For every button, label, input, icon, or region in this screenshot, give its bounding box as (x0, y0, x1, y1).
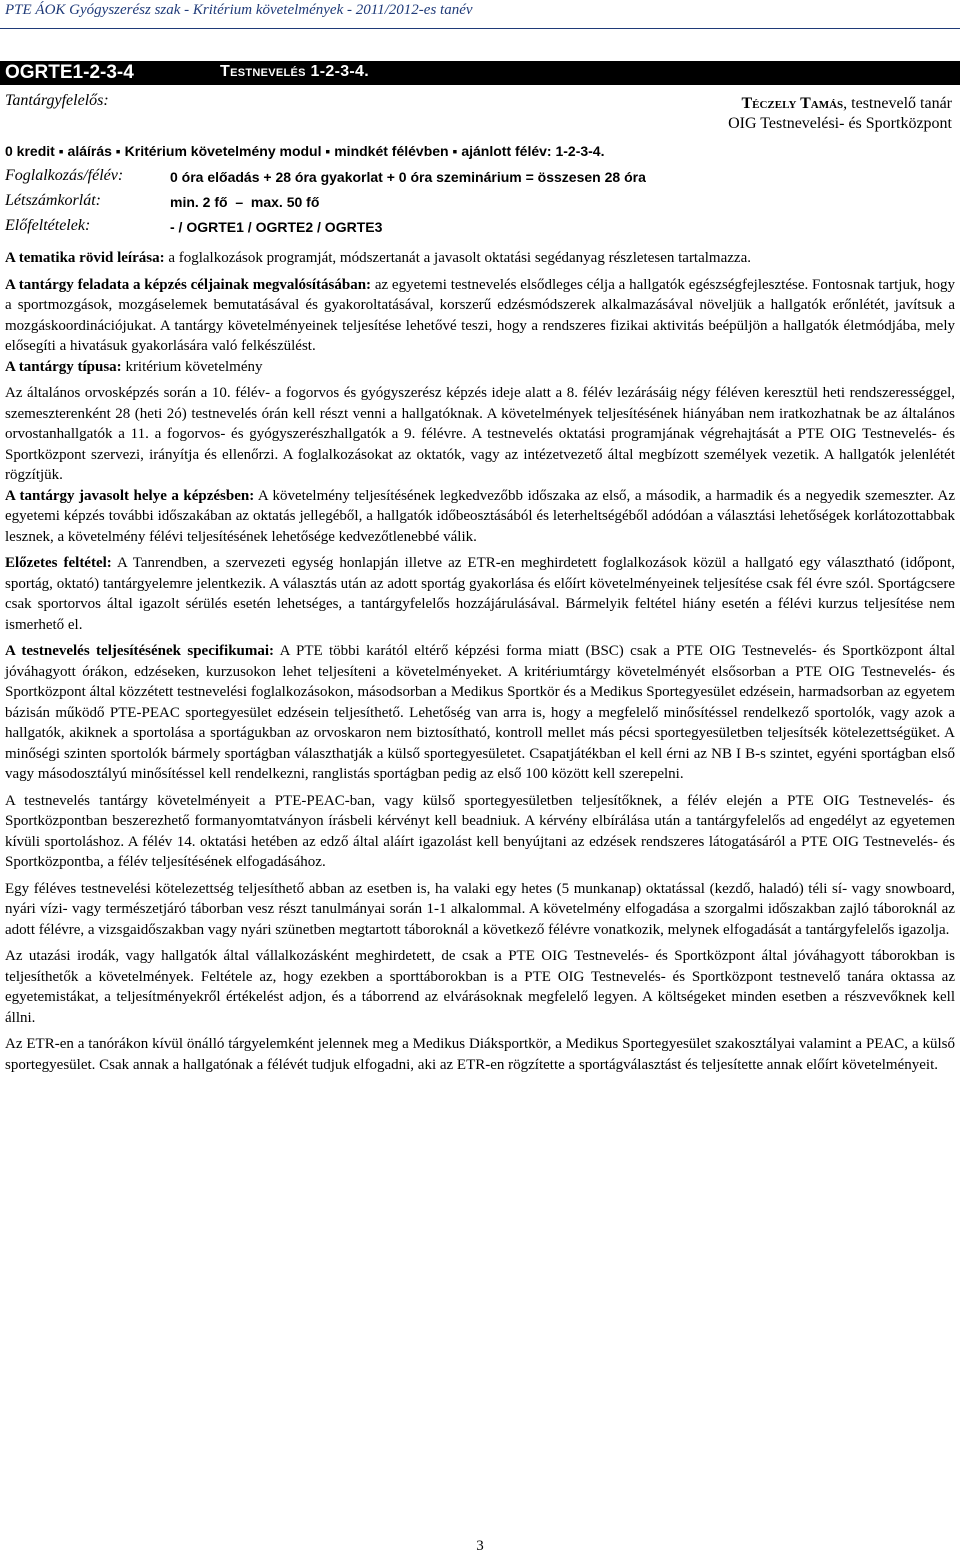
responsible-name: Téczely Tamás (741, 95, 844, 112)
capacity-label: Létszámkorlát: (5, 192, 101, 209)
paragraph-precondition (5, 553, 955, 635)
paragraph-lead: A tantárgy feladata a képzés céljainak megvalósításában: (5, 276, 372, 293)
course-code: OGRTE1-2-3-4 (5, 62, 134, 83)
hours-value: 0 óra előadás + 28 óra gyakorlat + 0 óra szeminárium = összesen 28 óra (170, 169, 646, 185)
page-number: 3 (476, 1538, 484, 1554)
paragraph-text: A PTE többi karától eltérő képzési forma miatt (BSC) csak a PTE OIG Testnevelés- és Sportközpont által jóváhagyott órákon, edzéseken, kurzusokon lehet teljesíteni a követelményeket. A kritériumtárgy követelményét elsősorban a PTE OIG Testnevelés- és Sportközpont által közzétett testnevelési foglalkozásokon, másodsorban a Medikus Sportkör és a Medikus Sportegyesület edzésein, harmadsorban az egyetem bázisán működő PTE-PEAC sportegyesület edzésein teljesíthető. Lehetőség van arra is, hogy a megfelelő minősítéssel rendelkező sportolók, vagy azok a hallgatók, akiknek a sportolása a sportágukban az orvoskaron nem biztosítható, kontroll mellet más pécsi sportegyesületben teljesítsék kötelezettségüket. A minőségi szinten sportolók bármely sportágban választhatják a külső sportegyesületet. Csapatjátékban el kell érni az NB I B-s szintet, egyéni sportágban első vagy másodosztályú minősítéssel kell rendelkezni, ranglistás sportágban pedig az első 100 között kell szerepelni. (5, 643, 955, 782)
responsible-label: Tantárgyfelelős: (5, 92, 109, 109)
course-title-bar (0, 61, 960, 85)
capacity-value: min. 2 fő – max. 50 fő (170, 194, 320, 210)
prereq-value: - / OGRTE1 / OGRTE2 / OGRTE3 (170, 219, 383, 235)
paragraph-lead: A tantárgy típusa: (5, 358, 122, 375)
prereq-label: Előfeltételek: (5, 217, 91, 234)
course-description (5, 248, 955, 1075)
paragraph-text: az egyetemi testnevelés elsődleges célja a hallgatók egészségfejlesztése. Fontosnak tartjuk, hogy a sportmozgások, mozgáselemek bemutatásával és gyakoroltatásával, korszerű edzésmódszerek alkalmazásával növeljük a hallgatók erőnlétét, javítsuk a mozgáskoordinációjukat. A tantárgy követelményeinek teljesítése lehetővé teszi, hogy a rendszeres fizikai aktivitás beépüljön a hallgatók életmódjába, mely elősegíti a hivatásuk gyakorlására való felkészülést. (5, 276, 955, 354)
header-rule (0, 28, 960, 29)
responsible-unit: OIG Testnevelési- és Sportközpont (728, 115, 952, 132)
paragraph-type (5, 357, 955, 378)
paragraph-schedule: Az általános orvosképzés során a 10. félév- a fogorvos és gyógyszerész képzés ideje alatt a 8. félév lezárásáig négy féléven keresztül heti rendszerességgel, szemeszterenként 28 (heti 2ó) testnevelés órán kell részt venni a hallgatóknak. A követelmények teljesítésének hiányában nem iratkozhatnak be az általános orvostanhallgatók a 11. a fogorvos- és gyógyszerészhallgatók a 9. félévre. A testnevelés oktatási programjának végrehajtását a PTE OIG Testnevelés- és Sportközpont szervezi, irányítja és ellenőrzi. A foglalkozásokat az oktatók, vagy az intézetvezető által megbízott személyek vezetik. A hallgatók jelenlétét rögzítjük. (5, 385, 955, 483)
paragraph-text: A követelmény teljesítésének legkedvezőbb időszaka az első, a második, a harmadik és a negyedik szemeszter. Az egyetemi képzés további időszakában az oktatás jellegéből, a hallgatók időbeosztásából és leterheltségéből adódóan a választási lehetőségek korlátozottabbak lesznek, a követelmény félévi teljesítésének lehetősége kedvezőtlenebbé válik. (5, 487, 955, 545)
paragraph-external-clubs: A testnevelés tantárgy követelményeit a PTE-PEAC-ban, vagy külső sportegyesületben teljesítőknek, a félév elején a PTE OIG Testnevelés- és Sportközpontban beszerezhető formanyomtatványon írásbeli kérvényt kell beadniuk. A kérvény elbírálása után a tantárgyfelelős ad engedélyt az egyetemen kívüli sportoláshoz. A félév 14. oktatási hetében az edző által aláírt igazolást kell benyújtani az edzések rendszeres látogatásáról a PTE OIG Testnevelés- és Sportközpontba, a félév teljesítésének elfogadásához. (5, 792, 955, 870)
paragraph-etr: Az ETR-en a tanórákon kívül önálló tárgyelemként jelennek meg a Medikus Diáksportkör, a Medikus Sportegyesület szakosztályai valamint a PEAC, a külső sportegyesület. Csak annak a hallgatónak a félévét tudjuk elfogadni, aki az ETR-en rögzítette a sportágválasztást és teljesítette annak előírt követelményeit. (5, 1036, 955, 1073)
course-name: Testnevelés 1-2-3-4. (220, 63, 369, 80)
paragraph-lead: A testnevelés teljesítésének specifikumai: (5, 643, 275, 659)
hours-label: Foglalkozás/félév: (5, 167, 124, 184)
paragraph-specifics (5, 641, 955, 785)
paragraph-lead: A tematika rövid leírása: (5, 250, 165, 266)
summary-line: 0 kredit ▪ aláírás ▪ Kritérium követelmény modul ▪ mindkét félévben ▪ ajánlott félév: 1-2-3-4. (5, 143, 605, 159)
responsible-block (728, 94, 952, 134)
paragraph-travel-agencies: Az utazási irodák, vagy hallgatók által vállalkozásként meghirdetett, de csak a PTE OIG Testnevelés- és Sportközpont által jóváhagyott táborokban is teljesíthetők a követelmények. Feltétele az, hogy ezekben a sporttáborokban is a PTE OIG Testnevelés- és Sportközpont testnevelő tanára oktassa az egyetemistákat, a teljesítményekről értékelést adjon, és a táborrend az elvárásoknak megfelelő legyen. A költségeket minden esetben a részvevőknek kell állni. (5, 948, 955, 1026)
paragraph-text: kritérium követelmény (121, 358, 263, 375)
paragraph-text: a foglalkozások programját, módszertanát a javasolt oktatási segédanyag részletesen tartalmazza. (164, 250, 751, 266)
paragraph-lead: Előzetes feltétel: (5, 555, 112, 571)
running-header: PTE ÁOK Gyógyszerész szak - Kritérium követelmények - 2011/2012-es tanév (5, 2, 473, 18)
responsible-title: , testnevelő tanár (843, 95, 952, 112)
paragraph-lead: A tantárgy javasolt helye a képzésben: (5, 487, 255, 504)
paragraph-camps: Egy féléves testnevelési kötelezettség teljesíthető abban az esetben is, ha valaki egy hetes (5 munkanap) oktatással (kezdő, haladó) téli sí- vagy snowboard, nyári vízi- vagy természetjáró táborban vesz részt tanulmányai során 1-1 alkalommal. A követelmény elfogadása a szorgalmi időszakban zajló táboroknál az adott félévre, a vizsgaidőszakban vagy nyári szünetben megtartott táboroknál a következő félévre vonatkozik, melynek elfogadását a tantárgyfelelős igazolja. (5, 880, 955, 938)
paragraph-placement (5, 486, 955, 548)
paragraph-text: A Tanrendben, a szervezeti egység honlapján illetve az ETR-en meghirdetett foglalkozások közül a hallgató egy választható (időpont, sportág, oktató) tantárgyelemre jelentkezik. A választás után az adott sportág gyakorlása és előírt követelményeinek teljesítése csak fél évre szól. Sportágcsere csak sportorvos által igazolt sérülés esetén lehetséges, a tantárgyfelelős hozzájárulásával. Bármelyik feltétel hiány esetén a félévi kurzus teljesítése nem ismerhető el. (5, 555, 955, 633)
paragraph-topics (5, 248, 955, 269)
paragraph-goals (5, 275, 955, 357)
